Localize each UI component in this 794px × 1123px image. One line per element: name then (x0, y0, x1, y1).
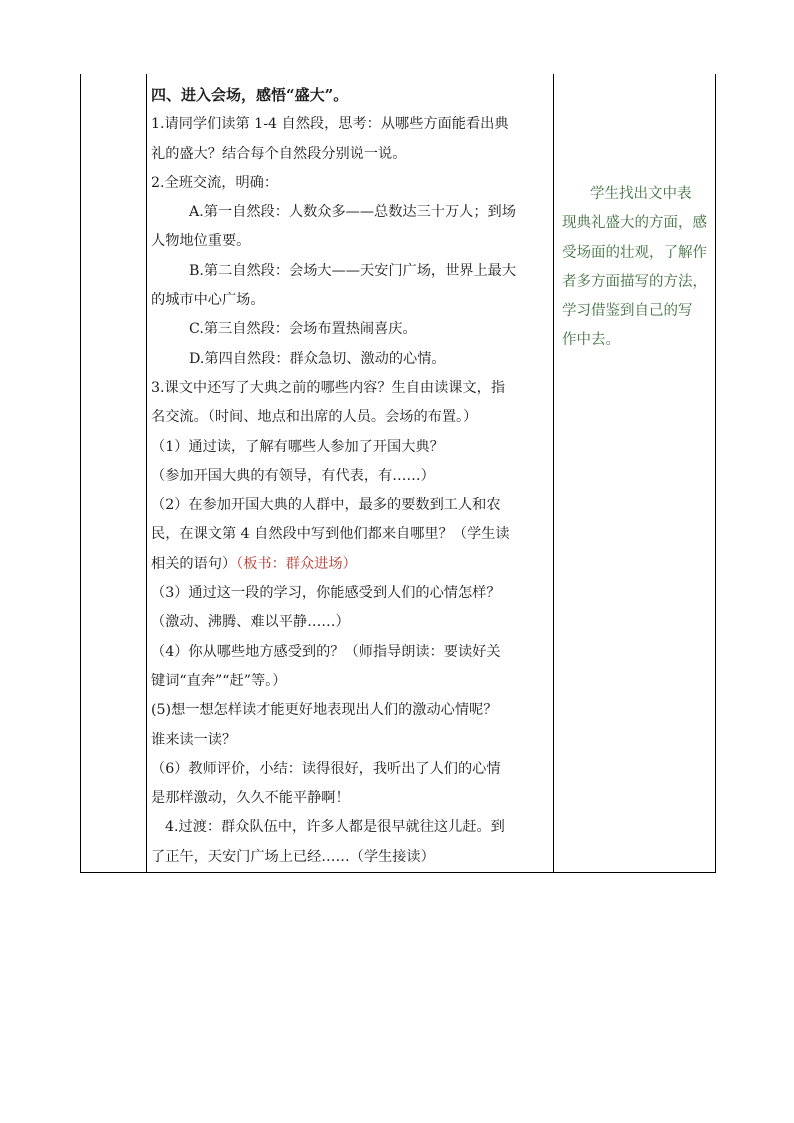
text-line: 了正午，天安门广场上已经……（学生接读） (151, 848, 435, 865)
text-line: 礼的盛大？结合每个自然段分别说一说。 (151, 145, 407, 162)
text-line: 4.过渡：群众队伍中，许多人都是很早就往这儿赶。到 (165, 819, 505, 836)
text-line: 键词“直奔”“赶”等。） (151, 672, 287, 689)
text-line: 学习借鉴到自己的写 (562, 303, 693, 320)
text-line: 3.课文中还写了大典之前的哪些内容？生自由读课文，指 (151, 379, 506, 396)
teaching-process-content (147, 74, 553, 872)
section-heading: 四、进入会场，感悟“盛大”。 (151, 86, 349, 104)
board-note: （板书：群众进场） (236, 555, 357, 572)
text-line: 1.请同学们读第 1-4 自然段，思考：从哪些方面能看出典 (151, 116, 509, 133)
text-line: 作中去。 (562, 332, 620, 349)
teaching-process-cell (147, 74, 554, 873)
text-line: （3）通过这一段的学习，你能感受到人们的心情怎样？ (151, 585, 501, 602)
left-empty-cell (81, 74, 147, 873)
text-line: 人物地位重要。 (151, 233, 251, 250)
text-line: (5)想一想怎样读才能更好地表现出人们的激动心情呢？ (151, 702, 498, 719)
text-line: D.第四自然段：群众急切、激动的心情。 (189, 350, 446, 367)
text-line: C.第三自然段：会场布置热闹喜庆。 (189, 321, 417, 338)
text-line: （1）通过读，了解有哪些人参加了开国大典？ (151, 438, 444, 455)
text-line: （4）你从哪些地方感受到的？（师指导朗读：要读好关 (151, 643, 501, 660)
text-line: 者多方面描写的方法， (562, 273, 707, 290)
text-line: 民，在课文第 4 自然段中写到他们都来自哪里？（学生读 (151, 526, 510, 543)
text-line: 是那样激动，久久不能平静啊！ (151, 790, 350, 807)
table-row (81, 74, 716, 873)
text-line: 2.全班交流，明确： (151, 174, 279, 191)
text-line: （参加开国大典的有领导，有代表，有……） (151, 467, 435, 484)
text-line (151, 550, 551, 579)
lesson-plan-table (80, 74, 716, 873)
text-line: 名交流。（时间、地点和出席的人员。会场的布置。） (151, 409, 478, 426)
text-line: 受场面的壮观，了解作 (562, 244, 707, 261)
text-line: （激动、沸腾、难以平静……） (151, 614, 350, 631)
text-line: A.第一自然段：人数众多——总数达三十万人；到场 (189, 204, 516, 221)
text-line: B.第二自然段：会场大——天安门广场，世界上最大 (189, 262, 517, 279)
text-line: （2）在参加开国大典的人群中，最多的要数到工人和农 (151, 497, 501, 514)
design-intent-cell (554, 74, 716, 873)
text-line: 的城市中心广场。 (151, 292, 265, 309)
text-fragment: 相关的语句） (151, 555, 237, 572)
design-intent-content (554, 74, 715, 356)
text-line: 现典礼盛大的方面，感 (562, 215, 707, 232)
text-line: （6）教师评价，小结：读得很好，我听出了人们的心情 (151, 760, 501, 777)
text-line: 谁来读一读？ (151, 731, 237, 748)
text-line: 学生找出文中表 (590, 186, 692, 202)
